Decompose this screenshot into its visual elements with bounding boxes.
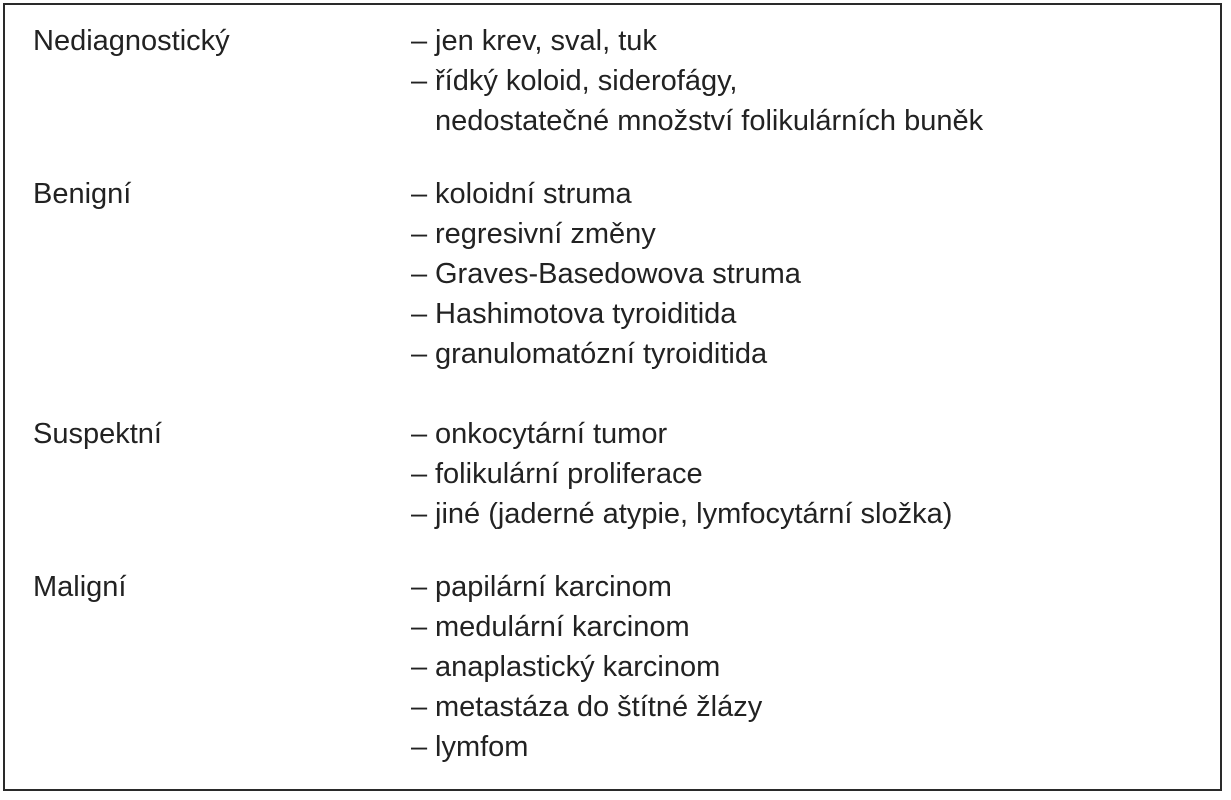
item-text: folikulární proliferace: [435, 458, 703, 490]
item-text: onkocytární tumor: [435, 418, 668, 450]
list-item: [411, 494, 952, 534]
item-text: regresivní změny: [435, 218, 656, 250]
item-text: granulomatózní tyroiditida: [435, 338, 768, 370]
dash-marker: –: [411, 571, 428, 603]
dash-marker: –: [411, 218, 428, 250]
list-item: [411, 294, 801, 334]
list-item-continuation: [411, 101, 983, 141]
category-label: Nediagnostický: [33, 25, 230, 57]
list-item: [411, 454, 952, 494]
list-item: [411, 334, 801, 374]
item-text: řídký koloid, siderofágy,: [435, 65, 738, 97]
category-label: Maligní: [33, 571, 127, 603]
classification-table: [3, 3, 1222, 791]
list-item: [411, 61, 983, 101]
list-item: [411, 21, 983, 61]
item-text: medulární karcinom: [435, 611, 690, 643]
list-item: [411, 687, 762, 727]
list-item: [411, 254, 801, 294]
item-text: metastáza do štítné žlázy: [435, 691, 763, 723]
list-item: [411, 727, 762, 767]
dash-marker: –: [411, 418, 428, 450]
item-text: Graves-Basedowova struma: [435, 258, 801, 290]
list-item: [411, 647, 762, 687]
category-label: Suspektní: [33, 418, 162, 450]
list-item: [411, 174, 801, 214]
item-text: koloidní struma: [435, 178, 632, 210]
item-list: [411, 174, 801, 374]
dash-marker: –: [411, 458, 428, 490]
dash-marker: –: [411, 65, 428, 97]
list-item: [411, 567, 762, 607]
dash-marker: –: [411, 178, 428, 210]
item-text: nedostatečné množství folikulárních buněk: [435, 105, 984, 137]
item-text: Hashimotova tyroiditida: [435, 298, 737, 330]
list-item: [411, 414, 952, 454]
list-item: [411, 214, 801, 254]
item-list: [411, 414, 952, 534]
item-list: [411, 567, 762, 767]
item-text: lymfom: [435, 731, 529, 763]
dash-marker: –: [411, 731, 428, 763]
item-text: papilární karcinom: [435, 571, 672, 603]
dash-marker: –: [411, 611, 428, 643]
dash-marker: –: [411, 691, 428, 723]
item-text: anaplastický karcinom: [435, 651, 721, 683]
category-label: Benigní: [33, 178, 132, 210]
item-text: jen krev, sval, tuk: [435, 25, 657, 57]
dash-marker: –: [411, 298, 428, 330]
dash-marker: –: [411, 498, 428, 530]
dash-marker: –: [411, 651, 428, 683]
dash-marker: –: [411, 25, 428, 57]
list-item: [411, 607, 762, 647]
item-text: jiné (jaderné atypie, lymfocytární složka): [435, 498, 953, 530]
dash-marker: –: [411, 258, 428, 290]
item-list: [411, 21, 983, 141]
dash-marker: –: [411, 338, 428, 370]
